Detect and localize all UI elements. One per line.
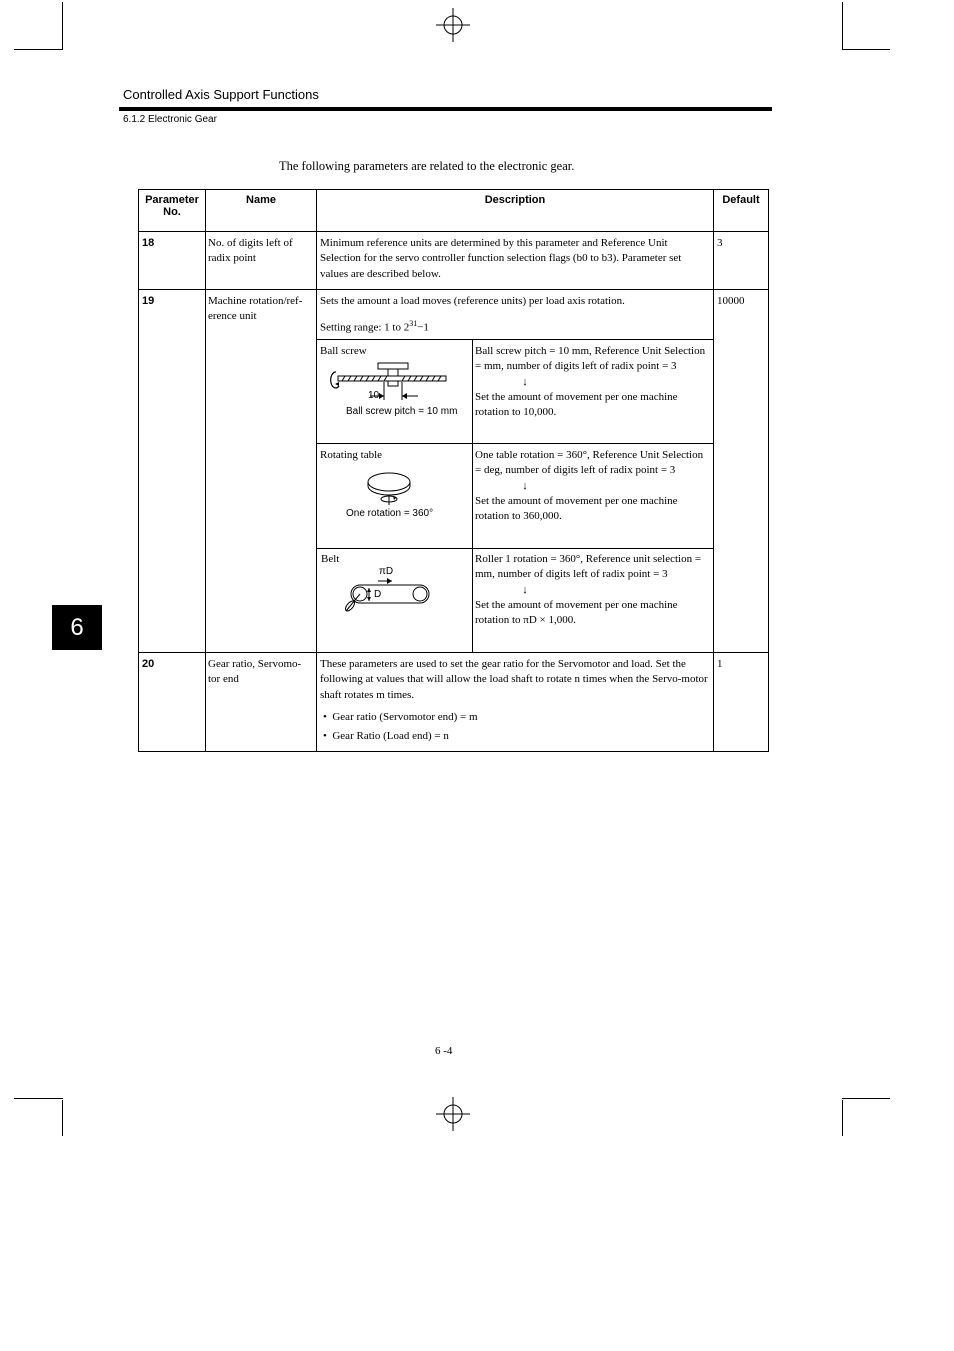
ball-screw-dimension: 10 (368, 390, 380, 401)
header-title: Controlled Axis Support Functions (123, 87, 319, 102)
chapter-tab: 6 (52, 605, 102, 650)
down-arrow-icon: ↓ (522, 375, 528, 388)
param-description-20: These parameters are used to set the gear ratio for the Servomotor and load. Set the following at values that will allow the load shaft to rotate n times when the Servo-motor shaft rotates m times. (320, 658, 708, 701)
example-condition-rotating-table: One table rotation = 360°, Reference Unit Selection = deg, number of digits left of radix point = 3 ↓ Set the amount of movement per one machine rotation to 360,000. (475, 449, 704, 523)
param-no-18: 18 (142, 237, 155, 249)
registration-mark-bottom-icon (436, 1097, 470, 1131)
page-number: 6 -4 (435, 1045, 453, 1057)
param-description-18: Minimum reference units are determined by this parameter and Reference Unit Selection for the servo controller function selection flags (b0 to b3). Parameter set values are described below. (320, 237, 682, 280)
down-arrow-icon: ↓ (522, 583, 528, 596)
down-arrow-icon: ↓ (522, 479, 528, 492)
param-default-19: 10000 (717, 295, 745, 307)
registration-mark-top-icon (436, 8, 470, 42)
belt-pid-label: πD (379, 566, 394, 577)
param-no-20: 20 (142, 658, 155, 670)
param-default-20: 1 (717, 658, 723, 670)
example-condition-ball-screw: Ball screw pitch = 10 mm, Reference Unit Selection = mm, number of digits left of radix point = 3 ↓ Set the amount of movement per one machine rotation to 10,000. (475, 345, 706, 419)
param-name-19: Machine rotation/ref-erence unit (208, 295, 303, 323)
intro-text: The following parameters are related to the electronic gear. (279, 159, 575, 173)
param-name-18: No. of digits left of radix point (208, 237, 293, 265)
header-name: Name (246, 194, 276, 206)
list-item: • Gear Ratio (Load end) = n (323, 730, 449, 742)
ball-screw-diagram (326, 360, 450, 404)
header-description: Description (484, 194, 546, 206)
belt-diagram (340, 577, 432, 617)
param-name-20: Gear ratio, Servomo-tor end (208, 658, 302, 686)
rotating-table-caption: One rotation = 360° (346, 508, 434, 519)
param-description-19: Sets the amount a load moves (reference units) per load axis rotation. (320, 295, 625, 307)
setting-range: Setting range: 1 to $2^{31}-1$ (320, 319, 429, 334)
header-default: Default (722, 194, 760, 206)
belt-d-label: D (374, 589, 382, 600)
list-item: • Gear ratio (Servomotor end) = m (323, 711, 478, 723)
param-default-18: 3 (717, 237, 723, 249)
header-rule (119, 107, 772, 111)
ball-screw-caption: Ball screw pitch = 10 mm (346, 406, 458, 417)
header-param-no: Parameter No. (145, 194, 199, 218)
example-condition-belt: Roller 1 rotation = 360°, Reference unit selection = mm, number of digits left of radix point = 3 ↓ Set the amount of movement per one machine rotation to πD × 1,000. (475, 553, 702, 627)
param-no-19: 19 (142, 295, 155, 307)
rotating-table-diagram (364, 466, 414, 506)
example-label-belt: Belt (321, 553, 340, 565)
example-label-ball-screw: Ball screw (320, 345, 367, 357)
section-label: 6.1.2 Electronic Gear (123, 114, 217, 125)
example-label-rotating-table: Rotating table (320, 449, 383, 461)
